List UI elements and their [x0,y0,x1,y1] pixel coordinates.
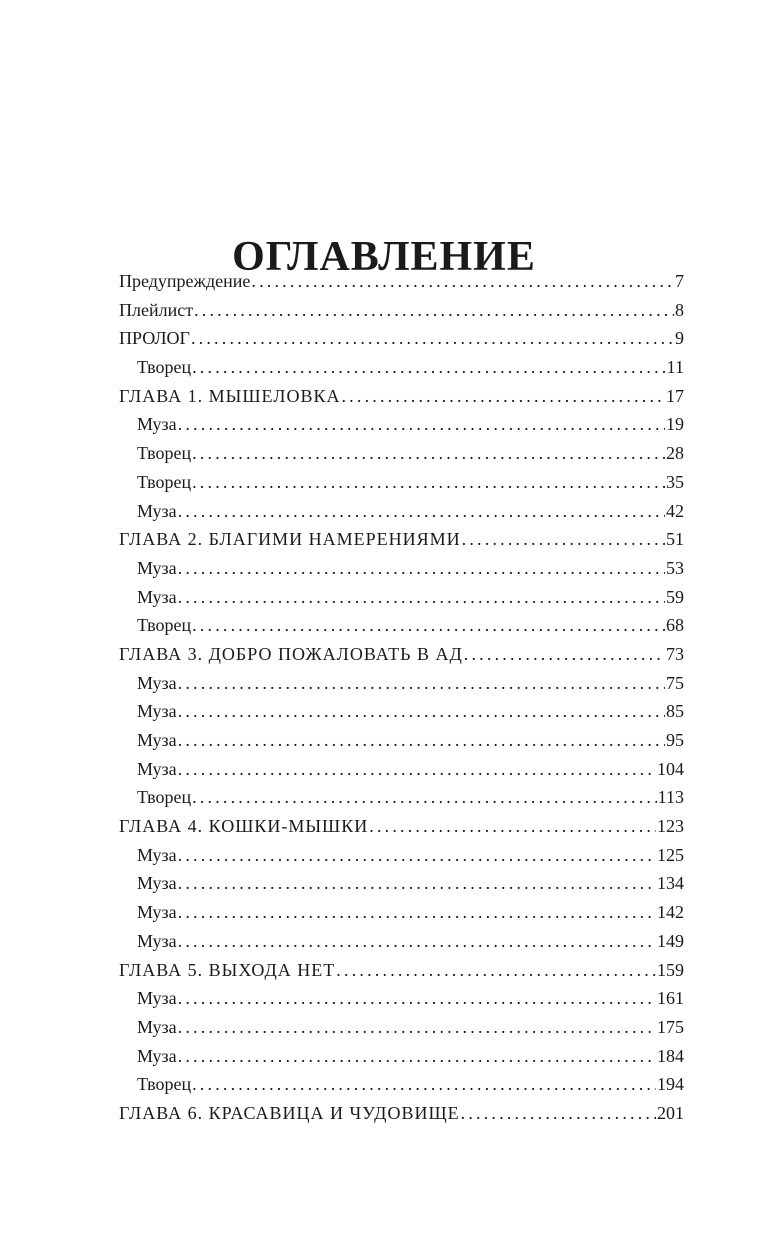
toc-entry-page-number: 201 [657,1102,684,1123]
toc-entry-label: Плейлист [119,299,194,320]
toc-entry-page-number: 194 [657,1074,684,1095]
toc-dot-leader [194,296,674,325]
toc-dot-leader [178,869,656,898]
toc-entry-page-number: 42 [666,500,684,521]
toc-entry [119,267,684,296]
toc-entry-page-number: 53 [666,557,684,578]
toc-entry-page-number: 159 [657,959,684,980]
toc-entry [119,296,684,325]
toc-dot-leader [336,956,656,985]
toc-entry-label: Творец [137,471,192,492]
toc-dot-leader [464,640,665,669]
toc-entry [119,783,684,812]
toc-entry-label: ПРОЛОГ [119,328,190,349]
toc-entry-page-number: 35 [666,471,684,492]
toc-entry-page-number: 68 [666,615,684,636]
toc-entry [119,726,684,755]
toc-entry [119,583,684,612]
toc-entry-label: ГЛАВА 1. МЫШЕЛОВКА [119,385,341,406]
toc-dot-leader [461,1099,656,1128]
toc-entry [119,755,684,784]
toc-entry-label: ГЛАВА 2. БЛАГИМИ НАМЕРЕНИЯМИ [119,529,461,550]
toc-entry-label: Творец [137,787,192,808]
toc-entry [119,1070,684,1099]
toc-dot-leader [341,382,665,411]
toc-entry-label: Муза [137,414,177,435]
table-of-contents [119,267,684,1128]
toc-entry [119,984,684,1013]
toc-entry [119,697,684,726]
toc-entry [119,927,684,956]
toc-entry-page-number: 7 [675,271,684,291]
toc-dot-leader [462,525,665,554]
toc-dot-leader [192,1070,656,1099]
toc-dot-leader [178,410,665,439]
toc-entry-page-number: 113 [657,787,684,808]
toc-entry-page-number: 175 [657,1016,684,1037]
toc-entry-page-number: 28 [666,443,684,464]
toc-entry [119,382,684,411]
toc-entry-page-number: 11 [666,357,684,378]
toc-dot-leader [178,726,665,755]
toc-entry [119,324,684,353]
toc-dot-leader [192,468,665,497]
toc-entry [119,841,684,870]
toc-entry [119,525,684,554]
toc-entry-page-number: 59 [666,586,684,607]
toc-dot-leader [191,324,674,353]
toc-entry [119,1099,684,1128]
toc-entry-label: ГЛАВА 3. ДОБРО ПОЖАЛОВАТЬ В АД [119,643,463,664]
toc-entry-label: Предупреждение [119,271,251,291]
toc-entry [119,439,684,468]
toc-entry-page-number: 161 [657,988,684,1009]
toc-entry-page-number: 134 [657,873,684,894]
toc-entry [119,898,684,927]
toc-entry-label: Муза [137,701,177,722]
toc-entry-label: ГЛАВА 6. КРАСАВИЦА И ЧУДОВИЩЕ [119,1102,460,1123]
toc-entry-page-number: 9 [675,328,684,349]
toc-dot-leader [192,611,665,640]
toc-entry [119,669,684,698]
toc-entry-label: Муза [137,844,177,865]
toc-dot-leader [178,497,665,526]
toc-entry-page-number: 95 [666,730,684,750]
toc-entry-page-number: 142 [657,902,684,923]
toc-dot-leader [369,812,656,841]
toc-entry-label: Муза [137,500,177,521]
toc-dot-leader [178,554,665,583]
toc-entry-page-number: 149 [657,930,684,951]
toc-entry [119,640,684,669]
toc-dot-leader [178,697,665,726]
toc-dot-leader [192,353,666,382]
toc-dot-leader [178,755,656,784]
toc-dot-leader [178,1013,656,1042]
toc-entry [119,812,684,841]
toc-entry-label: Муза [137,557,177,578]
toc-entry-label: Муза [137,730,177,750]
toc-entry-page-number: 123 [657,816,684,837]
toc-entry-page-number: 51 [666,529,684,550]
toc-entry-page-number: 75 [666,672,684,693]
toc-entry [119,1042,684,1071]
page-title: ОГЛАВЛЕНИЕ [232,234,536,281]
toc-entry-page-number: 17 [666,385,684,406]
toc-entry-page-number: 184 [657,1045,684,1066]
toc-entry [119,353,684,382]
toc-entry-page-number: 8 [675,299,684,320]
toc-dot-leader [192,783,657,812]
toc-entry-label: ГЛАВА 4. КОШКИ-МЫШКИ [119,816,369,837]
toc-entry [119,497,684,526]
toc-dot-leader [178,898,656,927]
toc-entry [119,611,684,640]
toc-entry-label: Творец [137,615,192,636]
toc-entry-label: Муза [137,758,177,779]
toc-entry-page-number: 73 [666,643,684,664]
toc-entry-page-number: 104 [657,758,684,779]
toc-dot-leader [178,669,665,698]
toc-entry-label: Муза [137,1016,177,1037]
toc-dot-leader [178,841,656,870]
toc-entry-label: Муза [137,873,177,894]
toc-entry [119,956,684,985]
toc-entry [119,554,684,583]
toc-entry [119,468,684,497]
toc-entry-label: ГЛАВА 5. ВЫХОДА НЕТ [119,959,336,980]
toc-entry [119,869,684,898]
toc-dot-leader [192,439,665,468]
toc-entry-label: Муза [137,988,177,1009]
toc-entry [119,1013,684,1042]
toc-entry-label: Муза [137,902,177,923]
toc-entry-page-number: 85 [666,701,684,722]
toc-dot-leader [178,583,665,612]
toc-entry-label: Муза [137,586,177,607]
toc-entry-label: Муза [137,672,177,693]
toc-entry-page-number: 125 [657,844,684,865]
toc-dot-leader [251,267,674,296]
toc-dot-leader [178,984,656,1013]
toc-entry-label: Творец [137,357,192,378]
toc-dot-leader [178,1042,656,1071]
toc-entry-label: Муза [137,930,177,951]
toc-entry-label: Муза [137,1045,177,1066]
toc-dot-leader [178,927,656,956]
toc-entry-label: Творец [137,1074,192,1095]
toc-entry [119,410,684,439]
toc-entry-page-number: 19 [666,414,684,435]
toc-entry-label: Творец [137,443,192,464]
